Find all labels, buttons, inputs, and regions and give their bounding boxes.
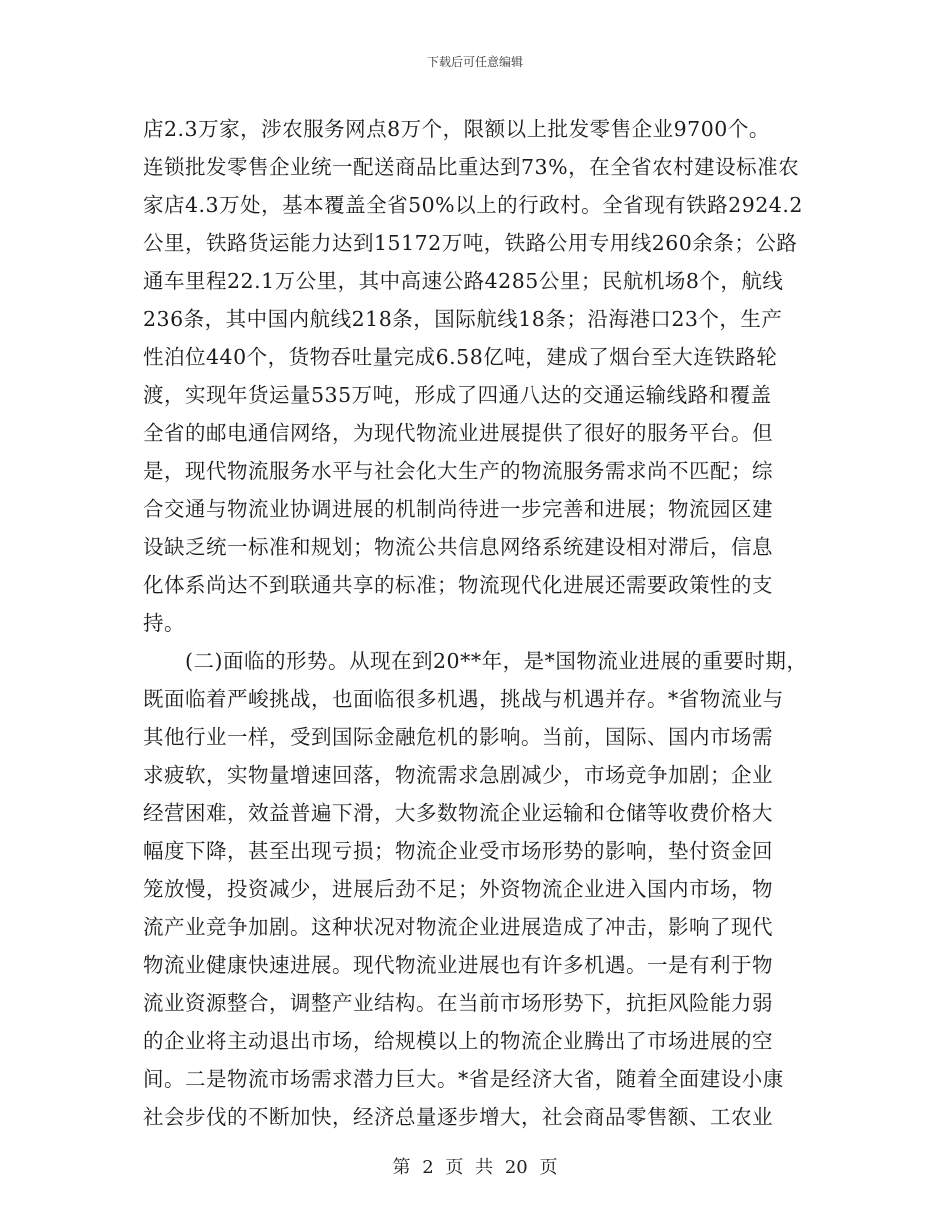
text-line: 的企业将主动退出市场，给规模以上的物流企业腾出了市场进展的空: [143, 1029, 773, 1053]
text-line: 家店4.3万处，基本覆盖全省50%以上的行政村。全省现有铁路2924.2: [143, 193, 803, 217]
text-line: 持。: [143, 611, 185, 635]
text-line: 合交通与物流业协调进展的机制尚待进一步完善和进展；物流园区建: [143, 497, 773, 521]
text-line: 笼放慢，投资减少，进展后劲不足；外资物流企业进入国内市场，物: [143, 877, 773, 901]
text-line: 化体系尚达不到联通共享的标准；物流现代化进展还需要政策性的支: [143, 573, 773, 597]
text-line: 其他行业一样，受到国际金融危机的影响。当前，国际、国内市场需: [143, 725, 773, 749]
document-body: [143, 110, 833, 1136]
text-line: 236条，其中国内航线218条，国际航线18条；沿海港口23个，生产: [143, 307, 783, 331]
text-line: 性泊位440个，货物吞吐量完成6.58亿吨，建成了烟台至大连铁路轮: [143, 345, 778, 369]
text-line: 是，现代物流服务水平与社会化大生产的物流服务需求尚不匹配；综: [143, 459, 773, 483]
text-line: 求疲软，实物量增速回落，物流需求急剧减少，市场竞争加剧；企业: [143, 763, 773, 787]
text-line: 店2.3万家，涉农服务网点8万个，限额以上批发零售企业9700个。: [143, 117, 770, 141]
text-line: 流产业竞争加剧。这种状况对物流企业进展造成了冲击，影响了现代: [143, 915, 773, 939]
text-line: 设缺乏统一标准和规划；物流公共信息网络系统建设相对滞后，信息: [143, 535, 773, 559]
text-line: 间。二是物流市场需求潜力巨大。*省是经济大省，随着全面建设小康: [143, 1067, 784, 1091]
text-line: 流业资源整合，调整产业结构。在当前市场形势下，抗拒风险能力弱: [143, 991, 773, 1015]
text-line: 全省的邮电通信网络，为现代物流业进展提供了很好的服务平台。但: [143, 421, 773, 445]
text-line: (二)面临的形势。从现在到20**年，是*国物流业进展的重要时期，: [143, 649, 808, 673]
text-line: 物流业健康快速进展。现代物流业进展也有许多机遇。一是有利于物: [143, 953, 773, 977]
page-header: 下载后可任意编辑: [426, 55, 523, 69]
text-line: 既面临着严峻挑战，也面临很多机遇，挑战与机遇并存。*省物流业与: [143, 687, 784, 711]
text-line: 通车里程22.1万公里，其中高速公路4285公里；民航机场8个，航线: [143, 269, 784, 293]
text-line: 渡，实现年货运量535万吨，形成了四通八达的交通运输线路和覆盖: [143, 383, 772, 407]
text-line: 幅度下降，甚至出现亏损；物流企业受市场形势的影响，垫付资金回: [143, 839, 773, 863]
text-line: 社会步伐的不断加快，经济总量逐步增大，社会商品零售额、工农业: [143, 1105, 773, 1129]
text-line: 连锁批发零售企业统一配送商品比重达到73%，在全省农村建设标准农: [143, 155, 800, 179]
page-footer: 第 2 页 共 20 页: [392, 1157, 558, 1178]
text-line: 经营困难，效益普遍下滑，大多数物流企业运输和仓储等收费价格大: [143, 801, 773, 825]
text-line: 公里，铁路货运能力达到15172万吨，铁路公用专用线260余条；公路: [143, 231, 798, 255]
